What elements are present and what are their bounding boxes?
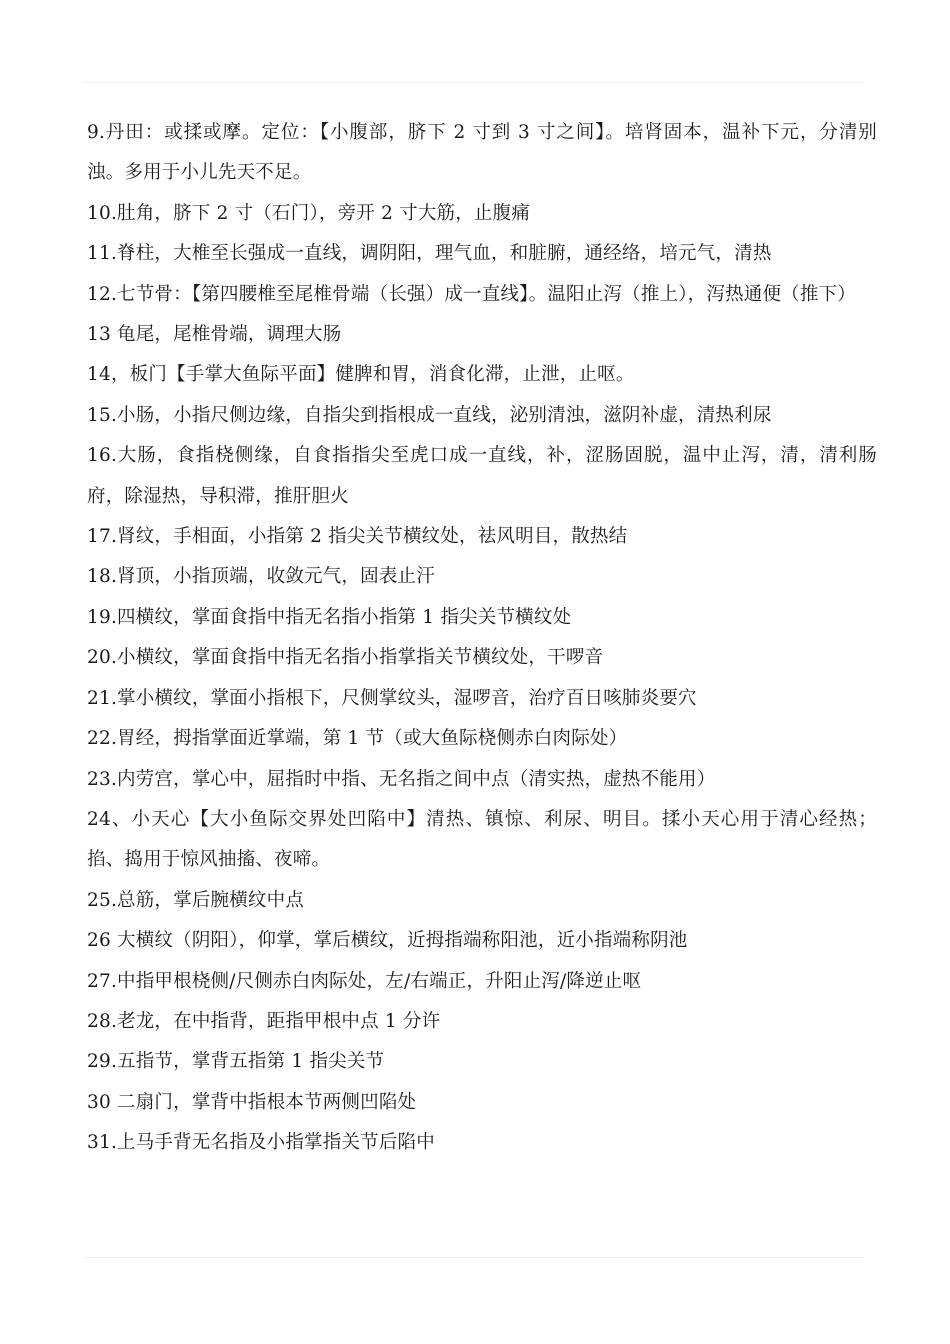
document-body [87,113,877,1164]
entry-jizhu: 11.脊柱，大椎至长强成一直线，调阴阳，理气血，和脏腑，通经络，培元气，清热 [87,243,772,265]
header-divider [85,82,865,83]
entry-shangma: 31.上马手背无名指及小指掌指关节后陷中 [87,1132,435,1154]
entry-wuzhijie: 29.五指节，掌背五指第 1 指尖关节 [87,1051,385,1073]
entry-laolong: 28.老龙，在中指背，距指甲根中点 1 分许 [87,1010,441,1032]
entry-dujiao: 10.肚角，脐下 2 寸（石门），旁开 2 寸大筋，止腹痛 [87,202,531,224]
entry-weijing: 22.胃经，拇指掌面近掌端，第 1 节（或大鱼际桡侧赤白肉际处） [87,728,628,750]
footer-divider [85,1257,865,1258]
entry-dahengwen: 26 大横纹（阴阳），仰掌，掌后横纹，近拇指端称阳池，近小指端称阴池 [87,930,688,952]
entry-shenwen: 17.肾纹，手相面，小指第 2 指尖关节横纹处，祛风明目，散热结 [87,526,628,548]
entry-dantian: 9.丹田：或揉或摩。定位：【小腹部，脐下 2 寸到 3 寸之间】。培肾固本，温补下元，分清别浊。多用于小儿先天不足。 [87,122,877,184]
entry-neilaogong: 23.内劳宫，掌心中，屈指时中指、无名指之间中点（清实热，虚热不能用） [87,768,716,790]
entry-xiaotianxin: 24、小天心【大小鱼际交界处凹陷中】清热、镇惊、利尿、明目。揉小天心用于清心经热；掐、捣用于惊风抽搐、夜啼。 [87,808,877,871]
entry-ershanmen: 30 二扇门，掌背中指根本节两侧凹陷处 [87,1091,417,1113]
entry-xiaohengwen: 20.小横纹，掌面食指中指无名指小指掌指关节横纹处，干啰音 [87,647,604,669]
entry-zhongzhi-jiagen: 27.中指甲根桡侧/尺侧赤白肉际处，左/右端正，升阳止泻/降逆止呕 [87,970,642,992]
entry-zongjin: 25.总筋，掌后腕横纹中点 [87,889,305,911]
entry-dachang: 16.大肠，食指桡侧缘，自食指指尖至虎口成一直线，补，涩肠固脱，温中止泻，清，清利肠府，除湿热，导积滞，推肝胆火 [87,445,877,507]
entry-banmen: 14，板门【手掌大鱼际平面】健脾和胃，消食化滞，止泄，止呕。 [87,364,635,386]
entry-zhangxiaohengwen: 21.掌小横纹，掌面小指根下，尺侧掌纹头，湿啰音，治疗百日咳肺炎要穴 [87,687,697,709]
entry-xiaochang: 15.小肠，小指尺侧边缘，自指尖到指根成一直线，泌别清浊，滋阴补虚，清热利尿 [87,404,772,426]
entry-sihengwen: 19.四横纹，掌面食指中指无名指小指第 1 指尖关节横纹处 [87,606,572,628]
entry-shending: 18.肾顶，小指顶端，收敛元气，固表止汗 [87,566,435,588]
entry-qijiegu: 12.七节骨：【第四腰椎至尾椎骨端（长强）成一直线】。温阳止泻（推上），泻热通便（推下） [87,283,856,305]
entry-guiwei: 13 龟尾，尾椎骨端，调理大肠 [87,324,342,346]
